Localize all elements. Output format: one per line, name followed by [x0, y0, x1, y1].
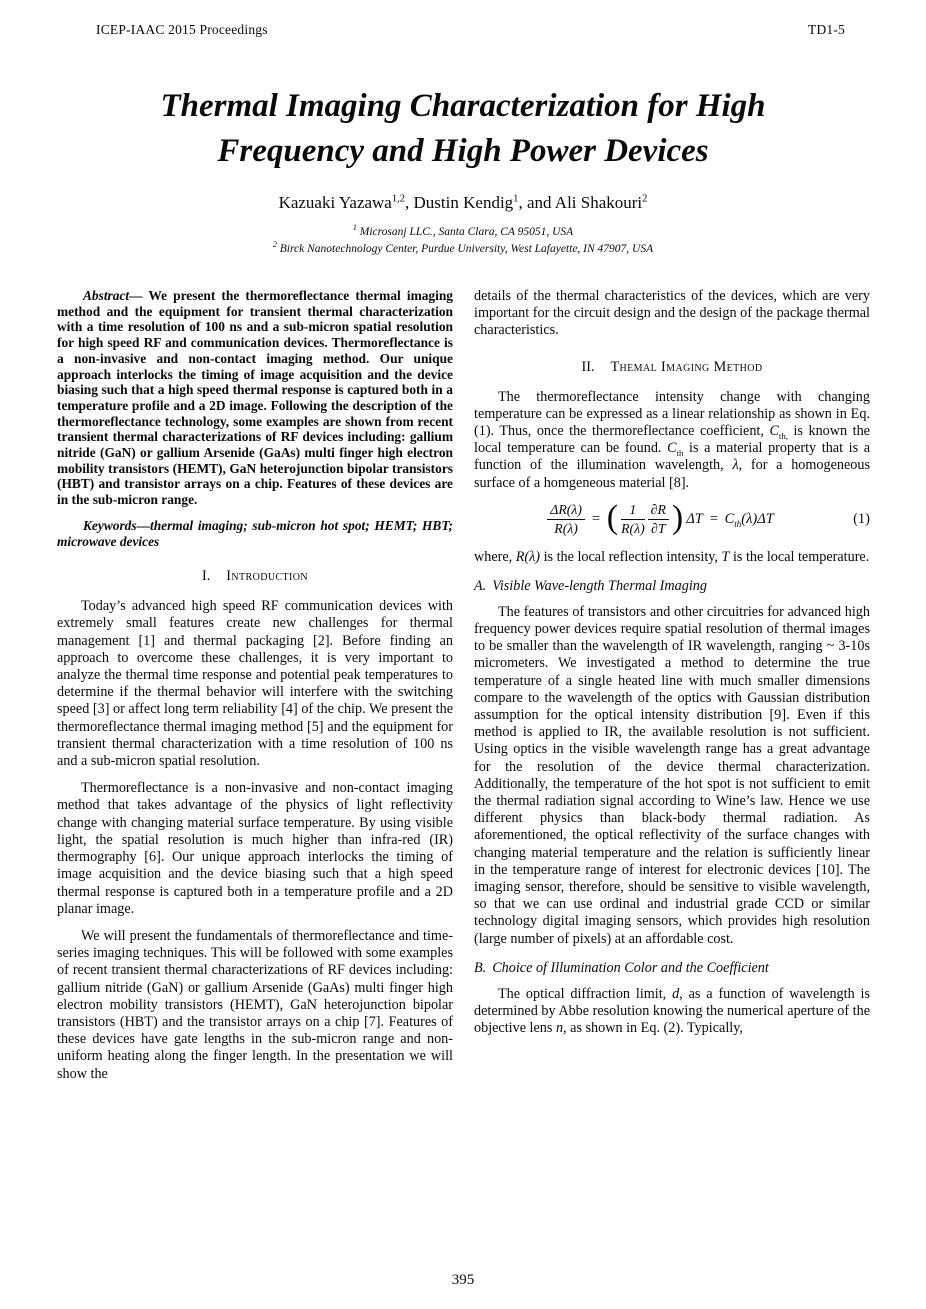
- author-3: [518, 193, 647, 212]
- coefficient-symbol: C: [724, 510, 735, 527]
- author-2-affiliation-marker: 1: [513, 193, 519, 205]
- keywords-text: thermal imaging; sub-micron hot spot; HEMT; HBT; microwave devices: [57, 517, 453, 549]
- intro-paragraph-3: We will present the fundamentals of thermoreflectance and time-series imaging techniques. This will be followed with some examples of recent transient thermal characterizations of RF devices including: gallium nitride (GaN) or gallium Arsenide (GaAs) multi finger high electron mobility transistors (HEMT), GaN heterojunction bipolar transistors (HBT) and the transistor arrays on a chip [7]. Features of these devices have gate lengths in the sub-micron range and non-uniform heating along the finger length. In the presentation we will show the: [57, 927, 453, 1082]
- affiliation-1: [0, 224, 926, 241]
- keywords-paragraph: [57, 518, 453, 549]
- equals-sign: =: [708, 510, 719, 527]
- affiliation-2: [0, 241, 926, 258]
- method-paragraph-1: The thermoreflectance intensity change with changing temperature can be expressed as a linear relationship as shown in Eq. (1). Thus, once the thermoreflectance coefficient, $C_{th,}$ is known the local temperature can be found. $C_{th}$ is a material property that is a function of the illumination wavelength, λ, for a homogeneous surface of a homgeneous material [8].: [474, 388, 871, 491]
- subsection-b-letter: B.: [474, 959, 487, 976]
- page-footer: [0, 1272, 926, 1289]
- page-header: [96, 22, 845, 38]
- section-2-heading: [474, 359, 870, 376]
- abstract-label: Abstract—: [83, 288, 143, 303]
- right-column: [474, 288, 870, 1047]
- affiliation-1-text: Microsanj LLC., Santa Clara, CA 95051, USA: [356, 226, 574, 238]
- keywords-label: Keywords—: [83, 517, 150, 533]
- equation-1: [474, 498, 870, 537]
- section-1-heading: [57, 568, 453, 585]
- section-2-title: Themal Imaging Method: [610, 358, 763, 375]
- abstract-text: We present the thermoreflectance thermal imaging method and the equipment for transient thermal characterization with a time resolution of 100 ns and a sub-micron spatial resolution for high speed RF and communication devices. Thermoreflectance is a non-invasive and non-contact imaging method. Our unique approach interlocks the timing of image acquisition and the device biasing such that a high speed thermal response is captured both in a temperature profile and a 2D image. Following the description of the thermoreflectance technology, some examples are shown from recent transient thermal characterizations of RF devices including: gallium nitride (GaN) or gallium Arsenide (GaAs) multi finger high electron mobility transistors (HEMT), GaN heterojunction bipolar transistors (HBT) and transistor arrays on a chip. Features of these devices are in the sub-micron range.: [57, 288, 453, 508]
- section-1-title: Introduction: [226, 568, 309, 585]
- equation-fraction-partial: [648, 502, 669, 537]
- delta-t-term: ΔT: [686, 510, 703, 527]
- subsection-b-heading: [474, 960, 870, 977]
- right-parenthesis: ): [671, 498, 684, 536]
- section-1-number: I.: [201, 568, 211, 585]
- author-1-affiliation-marker: 1,2: [391, 193, 406, 205]
- subsection-b-title: Choice of Illumination Color and the Coefficient: [492, 959, 769, 976]
- coefficient-argument: (λ)ΔT: [741, 510, 774, 527]
- equals-sign: =: [590, 510, 601, 527]
- left-column: [57, 288, 453, 1093]
- fraction-numerator: ∂R: [648, 502, 669, 520]
- intro-paragraph-3-continuation: details of the thermal characteristics of the devices, which are very important for the circuit design and the design of the package thermal characteristics.: [474, 288, 870, 339]
- header-paper-id: TD1-5: [808, 22, 845, 37]
- left-parenthesis: (: [606, 498, 619, 536]
- subsection-a-paragraph: The features of transistors and other circuitries for advanced high frequency power devices require spatial resolution of thermal images to be smaller than the wavelength of IR wavelength, ranging ~ 3-10s micrometers. We investigated a method to determine the true temperature of a single heated line with much smaller dimensions compare to the wavelength of the optics with Gaussian distribution assumption for the optical intensity distribution [9]. Even if this method is applied to IR, the available resolution is not sufficient. Using optics in the visible wavelength range has a great advantage for the resolution of the device thermal characterization. Additionally, the temperature of the hot spot is not sufficient to emit the thermal radiation signal according to Wine’s law. Hence we use different physics than black-body thermal radiation. As aforementioned, the optical reflectivity of the surface changes with changing material temperature and the relation is sufficiently linear in the temperature range of interest for electronic devices [10]. The imaging sensor, therefore, should be sensitive to visible wavelength, so that we can use ordinal and industrial grade CCD or similar technology digital imaging sensors, which provides high resolution (large number of pixels) at an affordable cost.: [474, 603, 870, 947]
- affiliation-2-text: Birck Nanotechnology Center, Purdue University, West Lafayette, IN 47907, USA: [276, 243, 654, 256]
- abstract-paragraph: [57, 288, 453, 508]
- paper-title: Thermal Imaging Characterization for High Frequency and High Power Devices: [160, 88, 766, 169]
- coefficient-term: [725, 511, 774, 528]
- author-3-affiliation-marker: 2: [642, 193, 648, 205]
- coefficient-subscript: th: [734, 518, 742, 529]
- fraction-denominator: ∂T: [651, 520, 666, 536]
- affiliations: [0, 224, 926, 259]
- author-3-name: , and Ali Shakouri: [518, 193, 643, 212]
- subsection-a-heading: [474, 578, 870, 595]
- equation-number: (1): [853, 510, 870, 527]
- intro-paragraph-1: Today’s advanced high speed RF communication devices with extremely small features create new challenges for thermal management [1] and thermal packaging [2]. Before finding an approach to overcome these challenges, it is very important to analyze the thermal time response and potential peak temperatures to determine if the thermal behavior will interfere with the switching speed [3] or affect long term reliability [4] of the chip. We present the thermoreflectance thermal imaging method [5] and the equipment for transient thermal characterization with a time resolution of 100 ns and a sub-micron spatial resolution.: [57, 598, 453, 770]
- equation-fraction-inverse-r: [621, 502, 645, 537]
- author-1-name: Kazuaki Yazawa: [278, 193, 392, 212]
- fraction-numerator: ΔR(λ): [547, 502, 585, 520]
- affiliation-2-marker: 2: [272, 240, 277, 250]
- affiliation-1-marker: 1: [352, 223, 357, 233]
- subsection-a-title: Visible Wave-length Thermal Imaging: [492, 577, 707, 594]
- author-1: [279, 193, 405, 212]
- subsection-a-letter: A.: [474, 577, 487, 594]
- subsection-b-paragraph: The optical diffraction limit, d, as a function of wavelength is determined by Abbe resolution knowing the numerical aperture of the objective lens n, as shown in Eq. (2). Typically,: [474, 985, 870, 1037]
- author-2: [405, 193, 518, 212]
- equation-where-clause: where, R(λ) is the local reflection intensity, T is the local temperature.: [474, 548, 870, 565]
- intro-paragraph-2: Thermoreflectance is a non-invasive and non-contact imaging method that takes advantage of the physics of light reflectivity change with changing material surface temperature. By using visible light, the spatial resolution is much higher than infra-red (IR) thermography [6]. Our unique approach interlocks the timing of image acquisition and the device biasing such that a high speed thermal response is captured both in a temperature profile and a 2D planar image.: [57, 780, 453, 917]
- page-number: 395: [451, 1272, 475, 1288]
- fraction-denominator: R(λ): [554, 520, 578, 536]
- equation-1-body: [474, 498, 847, 537]
- equation-fraction-lhs: [547, 502, 585, 537]
- section-2-number: II.: [581, 358, 595, 375]
- authors-line: [0, 193, 926, 213]
- author-2-name: , Dustin Kendig: [405, 193, 514, 212]
- fraction-numerator: 1: [621, 502, 645, 520]
- fraction-denominator: R(λ): [621, 520, 645, 536]
- header-proceedings-label: ICEP-IAAC 2015 Proceedings: [96, 22, 268, 37]
